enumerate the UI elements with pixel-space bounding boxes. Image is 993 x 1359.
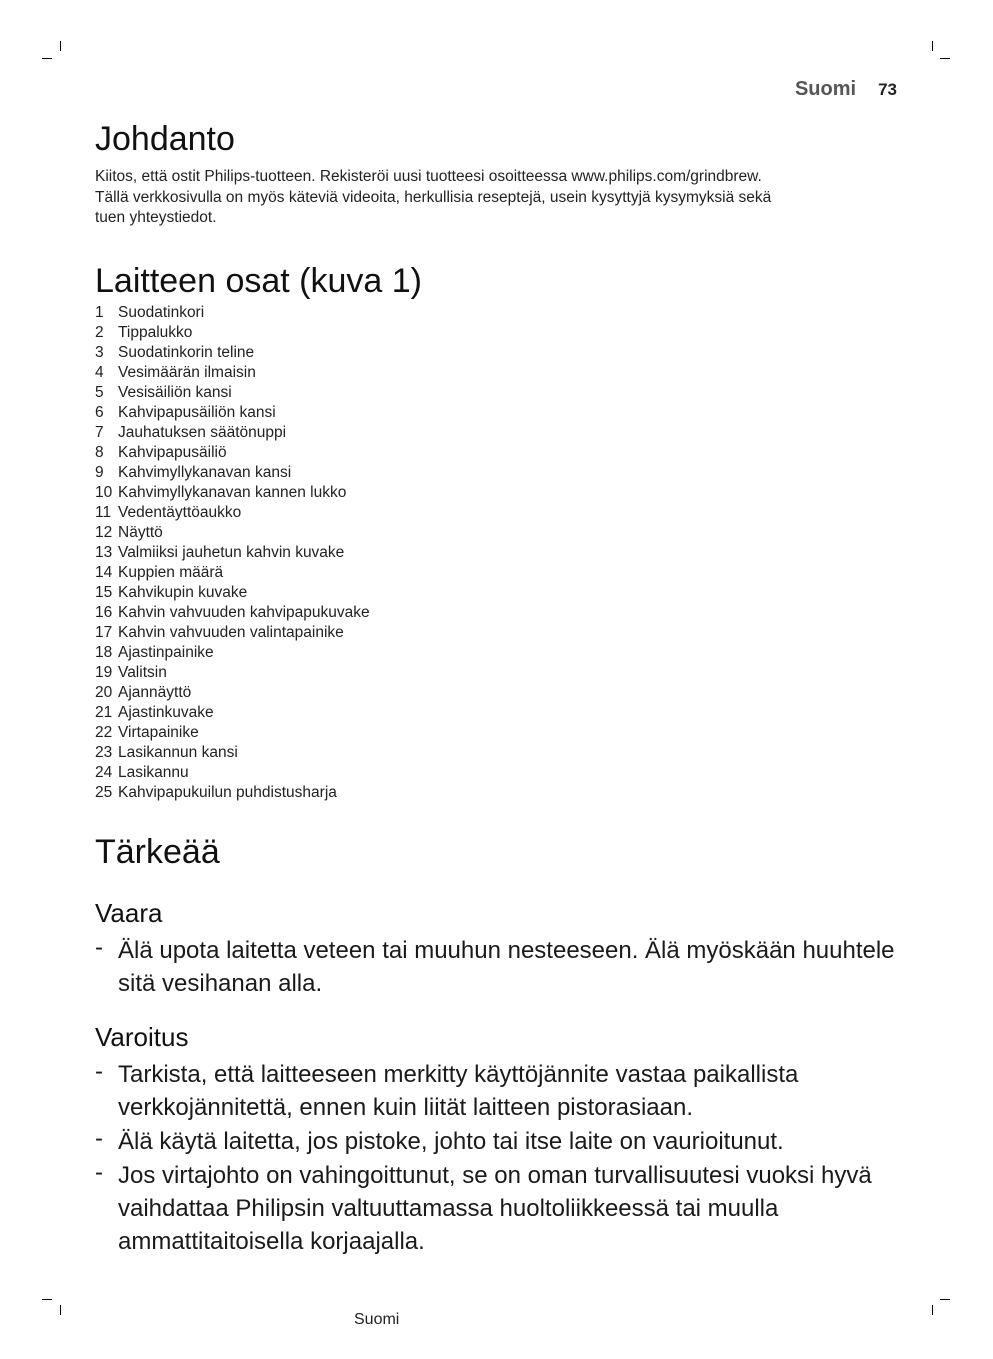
part-number: 10 [95, 484, 113, 501]
bullet-dash: - [95, 934, 103, 961]
part-item [95, 743, 370, 763]
part-item [95, 683, 370, 703]
page-footer: Suomi [354, 1311, 400, 1328]
part-item [95, 443, 370, 463]
part-number: 3 [95, 344, 104, 361]
danger-list [95, 934, 915, 1001]
warning-text: Jos virtajohto on vahingoittunut, se on oman turvallisuutesi vuoksi hyvä vaihdattaa Philipsin valtuuttamassa huoltoliikkeessä tai muulla ammattitaitoisella korjaajalla. [118, 1162, 872, 1255]
part-item [95, 643, 370, 663]
warning-text: Tarkista, että laitteeseen merkitty käyttöjännite vastaa paikallista verkkojännitettä, ennen kuin liität laitteen pistorasiaan. [118, 1061, 799, 1121]
part-label: Kahvin vahvuuden valintapainike [118, 624, 344, 641]
part-label: Vesimäärän ilmaisin [118, 364, 256, 381]
part-label: Lasikannu [118, 764, 189, 781]
part-number: 1 [95, 304, 104, 321]
part-number: 13 [95, 544, 113, 561]
part-number: 9 [95, 464, 104, 481]
important-heading: Tärkeää [95, 833, 220, 871]
part-label: Ajastinpainike [118, 644, 214, 661]
page-header [795, 78, 897, 101]
header-language: Suomi [794, 78, 857, 100]
part-item [95, 323, 370, 343]
intro-line: Kiitos, että ostit Philips-tuotteen. Rekisteröi uusi tuotteesi osoitteessa www.philips.com/grindbrew. [95, 168, 762, 185]
part-label: Suodatinkorin teline [118, 344, 255, 361]
part-label: Vesisäiliön kansi [118, 384, 232, 401]
part-number: 23 [95, 744, 113, 761]
crop-mark [42, 58, 52, 59]
part-item [95, 663, 370, 683]
part-label: Kahvipapukuilun puhdistusharja [118, 784, 337, 801]
part-label: Virtapainike [118, 724, 199, 741]
part-label: Ajannäyttö [118, 684, 192, 701]
danger-item [95, 934, 915, 1000]
parts-list [95, 303, 370, 803]
part-label: Kahvipapusäiliön kansi [118, 404, 276, 421]
part-item [95, 763, 370, 783]
part-number: 20 [95, 684, 113, 701]
part-label: Kahvipapusäiliö [118, 444, 227, 461]
part-item [95, 543, 370, 563]
part-number: 24 [95, 764, 113, 781]
part-label: Suodatinkori [118, 304, 205, 321]
part-label: Kahvikupin kuvake [118, 584, 248, 601]
danger-text: Älä upota laitetta veteen tai muuhun nesteeseen. Älä myöskään huuhtele sitä vesihanan alla. [118, 937, 895, 997]
part-label: Kuppien määrä [118, 564, 224, 581]
part-label: Kahvimyllykanavan kansi [118, 464, 292, 481]
intro-heading: Johdanto [95, 120, 235, 158]
part-number: 12 [95, 524, 113, 541]
part-number: 19 [95, 664, 113, 681]
page-number: 73 [878, 80, 897, 99]
crop-mark [60, 1305, 61, 1315]
part-label: Näyttö [118, 524, 163, 541]
warning-item [95, 1125, 915, 1158]
part-label: Vedentäyttöaukko [118, 504, 242, 521]
intro-line: Tällä verkkosivulla on myös käteviä videoita, herkullisia reseptejä, usein kysyttyjä kysymyksiä sekä [95, 188, 772, 206]
part-number: 11 [95, 504, 112, 521]
part-item [95, 703, 370, 723]
part-item [95, 723, 370, 743]
part-label: Valitsin [118, 664, 167, 681]
part-item [95, 483, 370, 503]
part-number: 16 [95, 604, 113, 621]
parts-heading: Laitteen osat (kuva 1) [95, 262, 422, 300]
part-item [95, 383, 370, 403]
crop-mark [940, 58, 950, 59]
part-item [95, 463, 370, 483]
part-item [95, 623, 370, 643]
part-number: 22 [95, 724, 113, 741]
crop-mark [60, 41, 61, 51]
part-item [95, 403, 370, 423]
part-number: 2 [95, 324, 104, 341]
warning-heading: Varoitus [95, 1022, 189, 1052]
intro-paragraph [95, 167, 885, 229]
part-item [95, 783, 370, 803]
crop-mark [940, 1299, 950, 1300]
part-label: Jauhatuksen säätönuppi [118, 424, 287, 441]
part-item [95, 343, 370, 363]
part-item [95, 563, 370, 583]
part-number: 5 [95, 384, 104, 401]
warning-item [95, 1159, 915, 1258]
part-number: 17 [95, 624, 113, 641]
part-item [95, 523, 370, 543]
part-label: Ajastinkuvake [118, 704, 214, 721]
part-label: Lasikannun kansi [118, 744, 238, 761]
part-number: 8 [95, 444, 104, 461]
crop-mark [42, 1299, 52, 1300]
part-number: 14 [95, 564, 113, 581]
crop-mark [932, 41, 933, 51]
part-item [95, 303, 370, 323]
part-number: 18 [95, 644, 113, 661]
part-item [95, 423, 370, 443]
part-number: 7 [95, 424, 104, 441]
intro-line: tuen yhteystiedot. [95, 209, 217, 226]
bullet-dash: - [95, 1125, 103, 1152]
bullet-dash: - [95, 1058, 103, 1085]
warning-item [95, 1058, 915, 1124]
part-item [95, 603, 370, 623]
part-item [95, 503, 370, 523]
part-number: 4 [95, 364, 104, 381]
part-number: 21 [95, 704, 113, 721]
part-label: Kahvimyllykanavan kannen lukko [118, 484, 347, 501]
part-item [95, 363, 370, 383]
part-number: 15 [95, 584, 113, 601]
warning-text: Älä käytä laitetta, jos pistoke, johto tai itse laite on vaurioitunut. [118, 1128, 784, 1155]
danger-heading: Vaara [95, 898, 163, 928]
part-item [95, 583, 370, 603]
part-label: Kahvin vahvuuden kahvipapukuvake [118, 604, 370, 621]
bullet-dash: - [95, 1159, 103, 1186]
part-number: 25 [95, 784, 113, 801]
crop-mark [932, 1305, 933, 1315]
warning-list [95, 1058, 915, 1259]
part-number: 6 [95, 404, 104, 421]
part-label: Tippalukko [118, 324, 193, 341]
part-label: Valmiiksi jauhetun kahvin kuvake [118, 544, 345, 561]
